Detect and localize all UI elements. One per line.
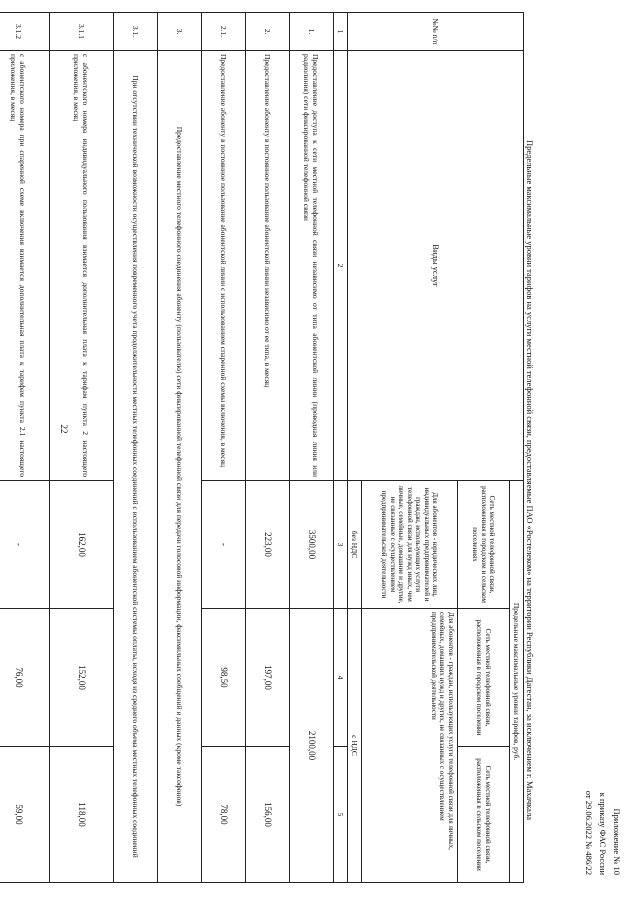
header-network-urban-rural: Сеть местной телефонной связи, расположенная в городском и сельском поселениях (458, 481, 510, 609)
row-description: Предоставление доступа к сети местной телефонной связи независимо от типа абонентской линии (проводная линия или радиолиния) сети фиксированной телефонной связи (290, 51, 334, 481)
column-number: 1 (334, 13, 348, 51)
row-number: 3.1. (114, 13, 158, 51)
annex-block (582, 791, 624, 875)
row-value: 2100,00 (290, 609, 334, 883)
table-row (50, 13, 114, 883)
row-value: 118,00 (50, 747, 114, 883)
row-value: 156,00 (246, 747, 290, 883)
header-no-vat: без НДС (348, 481, 362, 609)
annex-line: от 29.06.2022 № 486/22 (584, 790, 594, 875)
document-title: Предельные максимальные уровни тарифов на услуги местной телефонной связи, предоставляемые ПАО «Ростелеком» на территории Республики Дагестан, за исключением г. Махачкала (525, 140, 535, 820)
row-number: 1. (290, 13, 334, 51)
row-value: 197,00 (246, 609, 290, 747)
header-services: Виды услуг (348, 51, 524, 481)
annex-line: к приказу ФАС России (598, 792, 608, 875)
column-number: 3 (334, 481, 348, 609)
table-row (202, 13, 246, 883)
row-description: Предоставление абоненту в постоянное пользование абонентской линии с использованием спаренной схемы включения, в месяц (202, 51, 246, 481)
table-row-section (158, 13, 202, 883)
column-number: 4 (334, 609, 348, 747)
row-number: 2.1. (202, 13, 246, 51)
table-row (246, 13, 290, 883)
row-value: - (0, 481, 50, 609)
row-value: 152,00 (50, 609, 114, 747)
row-value: 59,00 (0, 747, 50, 883)
row-number: 3.1.1 (50, 13, 114, 51)
row-value: 98,50 (202, 609, 246, 747)
row-description: Предоставление абоненту в постоянное пользование абонентской линии независимо от ее типа, в месяц (246, 51, 290, 481)
column-number: 5 (334, 747, 348, 883)
header-legal-entities: Для абонентов - юридических лиц, индивидуальных предпринимателей и граждан, использующих услуги телефонной связи для нужд иных, чем личные, семейные, домашние и другие, не связанные с осуществлением предпринимательской деятельности (362, 481, 458, 609)
annex-line: Приложение № 10 (612, 808, 622, 875)
row-value: 78,00 (202, 747, 246, 883)
row-value: 162,00 (50, 481, 114, 609)
row-value: 3500,00 (290, 481, 334, 609)
table-row-section (114, 13, 158, 883)
row-number: 3. (158, 13, 202, 51)
section-heading: Предоставление местного телефонного соединения абоненту (пользователю) сети фиксированной телефонной связи для передачи голосовой информации, факсимильных сообщений и данных (кроме таксофонов) (158, 51, 202, 883)
row-number: 2. (246, 13, 290, 51)
tariff-table (0, 12, 524, 883)
header-limits: Предельные максимальные уровни тарифов, руб. (510, 481, 524, 883)
row-description: с абонентского номера при спаренной схеме включения взимается дополнительная плата к тарифам пункта 2.1 настоящего приложения, в месяц (0, 51, 50, 481)
header-num: №№ п/п (348, 13, 524, 51)
header-network-rural: Сеть местной телефонной связи, расположенная в сельском поселении (458, 747, 510, 883)
table-row (0, 13, 50, 883)
header-network-urban: Сеть местной телефонной связи, расположенная в городском поселении (458, 609, 510, 747)
row-description: с абонентского номера индивидуального пользования взимается дополнительная плата к тарифам пункта 2 настоящего приложения, в месяц (50, 51, 114, 481)
page-number: 22 (59, 424, 69, 434)
row-value: 76,00 (0, 609, 50, 747)
row-value: 223,00 (246, 481, 290, 609)
header-with-vat: с НДС (348, 609, 362, 883)
row-value: - (202, 481, 246, 609)
table-row (290, 13, 334, 883)
header-citizens: Для абонентов - граждан, использующих услуги телефонной связи для личных, семейных, домашних нужд и других, не связанных с осуществлением предпринимательской деятельности (362, 609, 458, 883)
row-number: 3.1.2 (0, 13, 50, 51)
column-number: 2 (334, 51, 348, 481)
section-heading: При отсутствии технической возможности осуществления повременного учета продолжительности местных телефонных соединений с использованием абонентской системы оплаты, исходя из среднего объема местных телефонных соединений (114, 51, 158, 883)
